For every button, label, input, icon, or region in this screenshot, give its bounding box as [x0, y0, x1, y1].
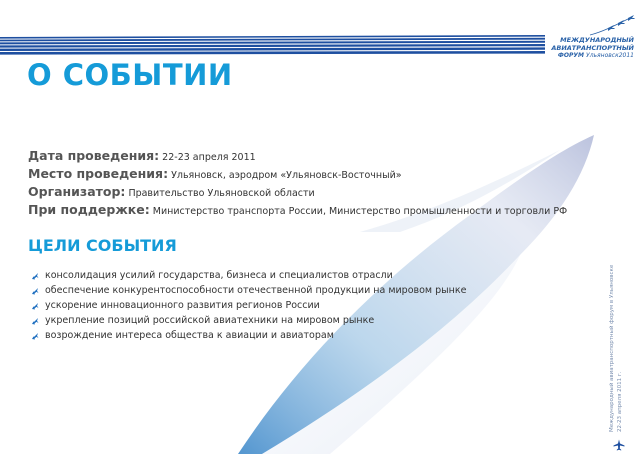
goal-item — [31, 268, 551, 283]
plane-bullet-icon — [31, 302, 39, 310]
planes-formation-icon — [588, 14, 638, 36]
plane-bullet-icon — [31, 287, 39, 295]
side-caption-line-2: 22-23 апреля 2011 г. — [617, 371, 623, 432]
plane-bullet-icon — [31, 317, 39, 325]
goal-text: возрождение интереса общества к авиации и авиаторам — [45, 330, 334, 341]
logo-line-3 — [558, 52, 634, 59]
plane-icon — [613, 439, 625, 451]
goal-item — [31, 328, 551, 343]
logo-forum: ФОРУМ — [557, 52, 584, 59]
plane-bullet-icon — [31, 272, 39, 280]
detail-label: Организатор: — [28, 184, 126, 199]
detail-label: При поддержке: — [28, 202, 150, 217]
detail-row-venue — [28, 164, 568, 182]
detail-row-organizer — [28, 182, 568, 200]
goal-item — [31, 298, 551, 313]
plane-bullet-icon — [31, 332, 39, 340]
goal-text: ускорение инновационного развития регионов России — [45, 300, 320, 311]
goals-title: ЦЕЛИ СОБЫТИЯ — [28, 236, 177, 255]
forum-logo — [548, 14, 642, 64]
event-details — [28, 146, 568, 218]
detail-value: 22-23 апреля 2011 — [159, 152, 256, 163]
logo-line-2: АВИАТРАНСПОРТНЫЙ — [551, 44, 634, 52]
detail-row-support — [28, 200, 568, 218]
side-caption-line-1: Международный авиатранспортный форум в Ульяновске — [609, 264, 615, 432]
goal-item — [31, 283, 551, 298]
detail-value: Ульяновск, аэродром «Ульяновск-Восточный» — [168, 170, 402, 181]
goals-list — [31, 268, 551, 343]
logo-line-1: МЕЖДУНАРОДНЫЙ — [560, 36, 634, 44]
detail-row-date — [28, 146, 568, 164]
header-stripes — [0, 0, 642, 60]
goal-text: консолидация усилий государства, бизнеса и специалистов отрасли — [45, 270, 393, 281]
detail-label: Дата проведения: — [28, 148, 160, 163]
page-title: О СОБЫТИИ — [27, 58, 233, 92]
detail-value: Министерство транспорта России, Министерство промышленности и торговли РФ — [149, 206, 568, 217]
logo-city: Ульяновск2011 — [586, 52, 634, 59]
goal-item — [31, 313, 551, 328]
detail-label: Место проведения: — [28, 166, 169, 181]
side-caption-text — [608, 260, 624, 432]
detail-value: Правительство Ульяновской области — [125, 188, 315, 199]
side-caption — [608, 260, 634, 440]
goal-text: обеспечение конкурентоспособности отечественной продукции на мировом рынке — [45, 285, 467, 296]
goal-text: укрепление позиций российской авиатехники на мировом рынке — [45, 315, 375, 326]
